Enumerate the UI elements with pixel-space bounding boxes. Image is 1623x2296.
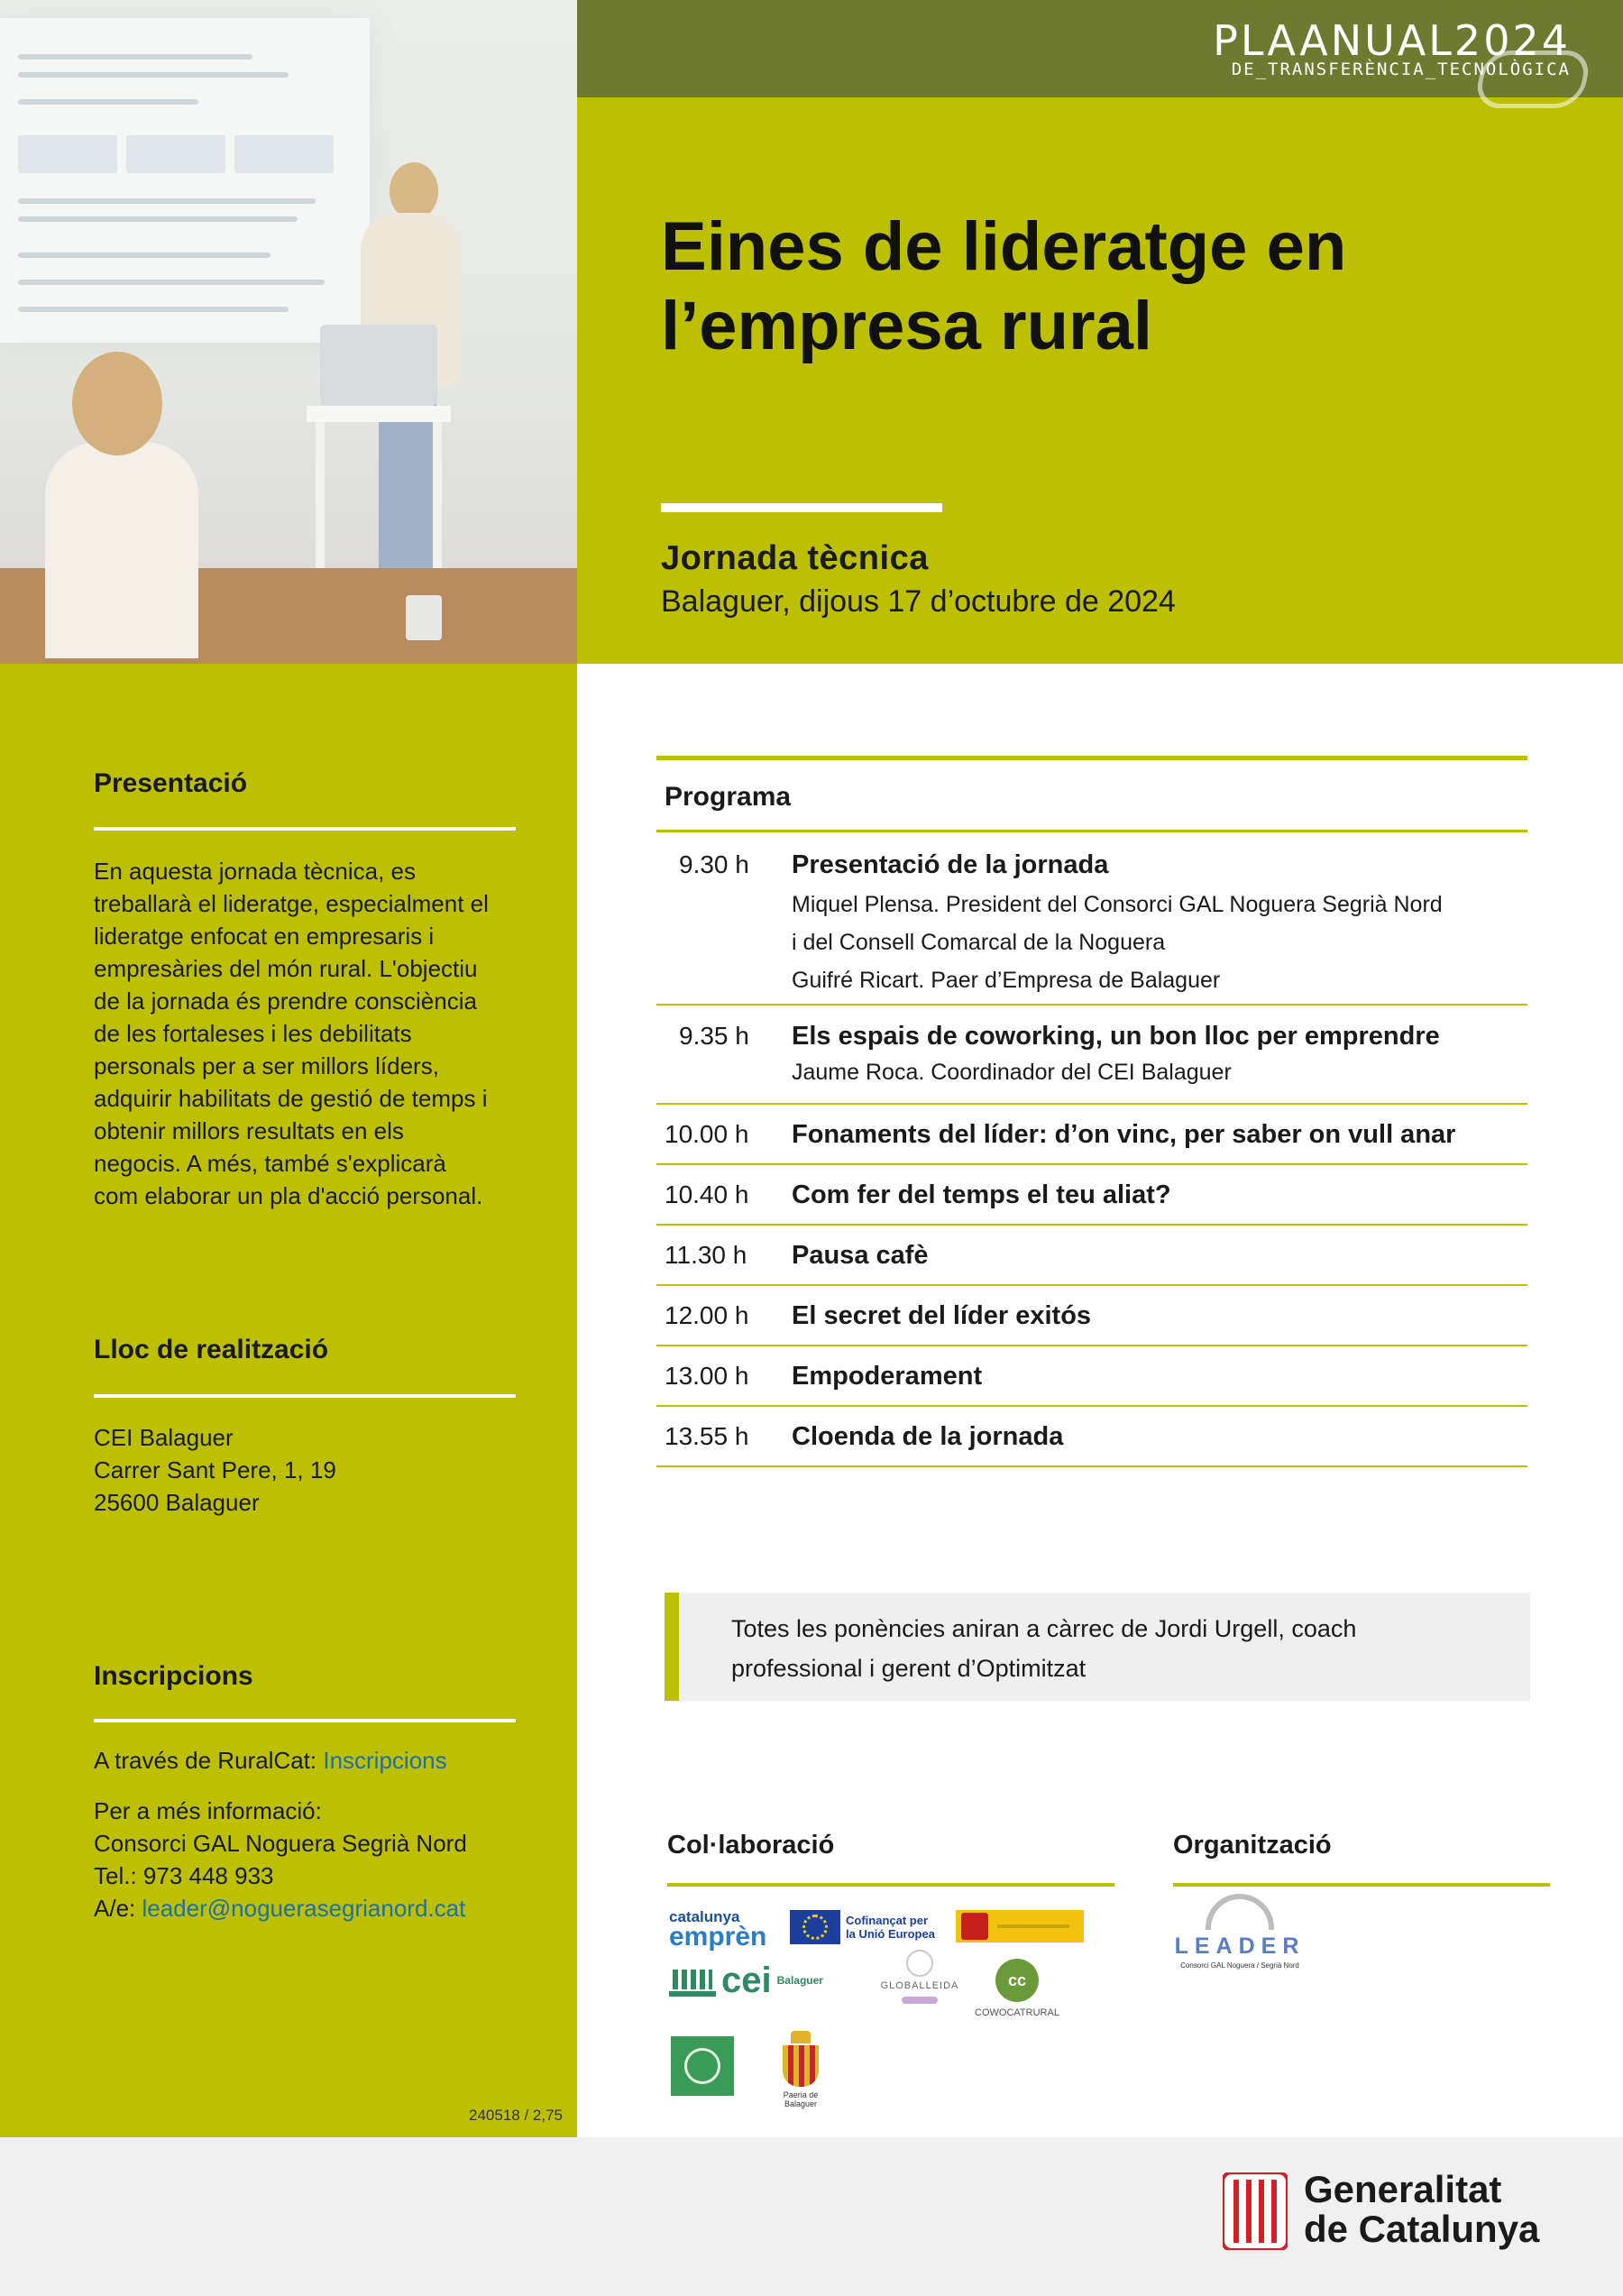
generalitat-line: Generalitat	[1304, 2168, 1502, 2210]
presentacio-line: En aquesta jornada tècnica, es	[94, 858, 417, 885]
inscripcions-via: A través de RuralCat: Inscripcions	[94, 1747, 447, 1774]
row-title: Empoderament	[792, 1362, 983, 1391]
mug	[406, 595, 442, 640]
info-email: A/e: leader@noguerasegrianord.cat	[94, 1895, 466, 1922]
hero-photo	[0, 0, 577, 664]
address-line: 25600 Balaguer	[94, 1489, 260, 1516]
email-link[interactable]: leader@noguerasegrianord.cat	[142, 1895, 466, 1922]
spain-shield-icon	[961, 1913, 988, 1940]
program-row	[656, 832, 1527, 1006]
leader-organization-logo: LEADER Consorci GAL Noguera / Segrià Nord	[1172, 1894, 1307, 1970]
seated-figure	[45, 352, 189, 640]
presentacio-line: com elaborar un pla d'acció personal.	[94, 1182, 483, 1209]
stand	[307, 406, 451, 586]
note-line: professional i gerent d’Optimitzat	[731, 1655, 1087, 1682]
projection-screen	[0, 18, 370, 343]
eu-logo: Cofinançat per la Unió Europea	[790, 1910, 935, 1944]
coworking-logo: cc COWOCATRURAL	[967, 1959, 1068, 2018]
row-time: 13.00 h	[665, 1362, 749, 1390]
row-time: 11.30 h	[665, 1241, 747, 1269]
crown-icon	[791, 2031, 811, 2043]
globalleida-logo: GLOBALLEIDA	[864, 1950, 976, 2004]
row-title: Fonaments del líder: d’on vinc, per saber on vull anar	[792, 1120, 1456, 1149]
row-speaker: Jaume Roca. Coordinador del CEI Balaguer	[792, 1060, 1232, 1085]
program-row	[656, 1407, 1527, 1467]
row-title: Pausa cafè	[792, 1241, 929, 1270]
leader-green-logo	[671, 2036, 734, 2096]
presentacio-heading: Presentació	[94, 768, 248, 798]
program-table	[656, 756, 1527, 1467]
cei-building-icon	[669, 1964, 716, 1997]
address-line: Carrer Sant Pere, 1, 19	[94, 1456, 336, 1483]
event-date: Balaguer, dijous 17 d’octubre de 2024	[661, 584, 1176, 619]
lloc-address	[94, 1421, 527, 1519]
inscripcions-divider	[94, 1719, 516, 1722]
presentacio-divider	[94, 827, 516, 831]
row-speaker: Guifré Ricart. Paer d’Empresa de Balaguer	[792, 968, 1221, 993]
presentacio-line: obtenir millors resultats en els	[94, 1117, 404, 1144]
brand-subtitle: DE_TRANSFERÈNCIA_TECNOLÒGICA	[1231, 60, 1571, 79]
presentacio-text	[94, 855, 527, 1212]
row-speaker: Miquel Plensa. President del Consorci GAL Noguera Segrià Nord	[792, 892, 1443, 917]
presentacio-line: personals per a ser millors líders,	[94, 1052, 439, 1079]
footer-code: 240518 / 2,75	[469, 2107, 563, 2124]
inscripcions-text	[94, 1744, 527, 1924]
organitzacio-heading: Organització	[1173, 1831, 1332, 1860]
arch-icon	[1206, 1894, 1274, 1930]
generalitat-name	[1304, 2170, 1539, 2249]
program-row	[656, 1165, 1527, 1226]
row-title: Cloenda de la jornada	[792, 1422, 1064, 1451]
row-title: Els espais de coworking, un bon lloc per emprendre	[792, 1022, 1440, 1051]
info-label: Per a més informació:	[94, 1797, 322, 1824]
speaker-note	[665, 1593, 1530, 1701]
organitzacio-divider	[1173, 1883, 1550, 1887]
spain-government-logo	[956, 1910, 1084, 1942]
brand-title: PLAANUAL2024	[1213, 16, 1571, 65]
inscripcions-link[interactable]: Inscripcions	[323, 1747, 447, 1774]
program-row	[656, 1346, 1527, 1407]
row-speaker: i del Consell Comarcal de la Noguera	[792, 930, 1166, 955]
leader-leaf-icon	[684, 2048, 720, 2084]
page-title	[661, 207, 1563, 366]
title-line-2: l’empresa rural	[661, 288, 1152, 364]
inscripcions-heading: Inscripcions	[94, 1661, 253, 1691]
presentacio-line: de les fortaleses i les debilitats	[94, 1020, 412, 1047]
presentacio-line: de la jornada és prendre consciència	[94, 987, 477, 1015]
note-line: Totes les ponències aniran a càrrec de Jordi Urgell, coach	[731, 1615, 1357, 1642]
paeria-logo: Paeria de Balaguer	[766, 2031, 835, 2108]
info-org: Consorci GAL Noguera Segrià Nord	[94, 1830, 467, 1857]
row-time: 9.35 h	[679, 1022, 749, 1050]
shield-icon	[783, 2045, 819, 2087]
title-line-1: Eines de lideratge en	[661, 208, 1347, 285]
collaboracio-heading: Col·laboració	[667, 1831, 835, 1860]
event-type: Jornada tècnica	[661, 539, 929, 577]
program-row	[656, 1105, 1527, 1165]
row-title: Presentació de la jornada	[792, 850, 1109, 879]
row-time: 13.55 h	[665, 1422, 749, 1450]
info-tel: Tel.: 973 448 933	[94, 1862, 274, 1889]
catalunya-empren-logo: catalunya emprèn	[669, 1908, 767, 1952]
row-title: Com fer del temps el teu aliat?	[792, 1180, 1171, 1209]
eu-flag-icon	[790, 1910, 840, 1944]
presentacio-line: negocis. A més, també s'explicarà	[94, 1150, 446, 1177]
generalitat-logo-icon	[1223, 2172, 1288, 2250]
presentacio-line: lideratge enfocat en empresaris i	[94, 923, 435, 950]
presentacio-line: treballarà el lideratge, especialment el	[94, 890, 489, 917]
collaboracio-divider	[667, 1883, 1114, 1887]
laptop	[320, 325, 437, 406]
row-time: 12.00 h	[665, 1301, 749, 1329]
presentacio-line: adquirir habilitats de gestió de temps i	[94, 1085, 488, 1112]
lloc-divider	[94, 1394, 516, 1398]
program-row	[656, 1286, 1527, 1346]
program-row	[656, 1006, 1527, 1105]
generalitat-line: de Catalunya	[1304, 2208, 1540, 2250]
program-row	[656, 1226, 1527, 1286]
presentacio-line: empresàries del món rural. L'objectiu	[94, 955, 478, 982]
row-time: 10.40 h	[665, 1180, 749, 1208]
header-panel	[577, 97, 1623, 664]
lloc-heading: Lloc de realització	[94, 1335, 329, 1364]
row-time: 10.00 h	[665, 1120, 749, 1148]
row-title: El secret del líder exitós	[792, 1301, 1092, 1330]
address-line: CEI Balaguer	[94, 1424, 234, 1451]
title-divider	[661, 503, 942, 512]
row-time: 9.30 h	[679, 850, 749, 878]
program-heading: Programa	[656, 760, 1527, 832]
cei-balaguer-logo: cei Balaguer	[669, 1964, 823, 1997]
